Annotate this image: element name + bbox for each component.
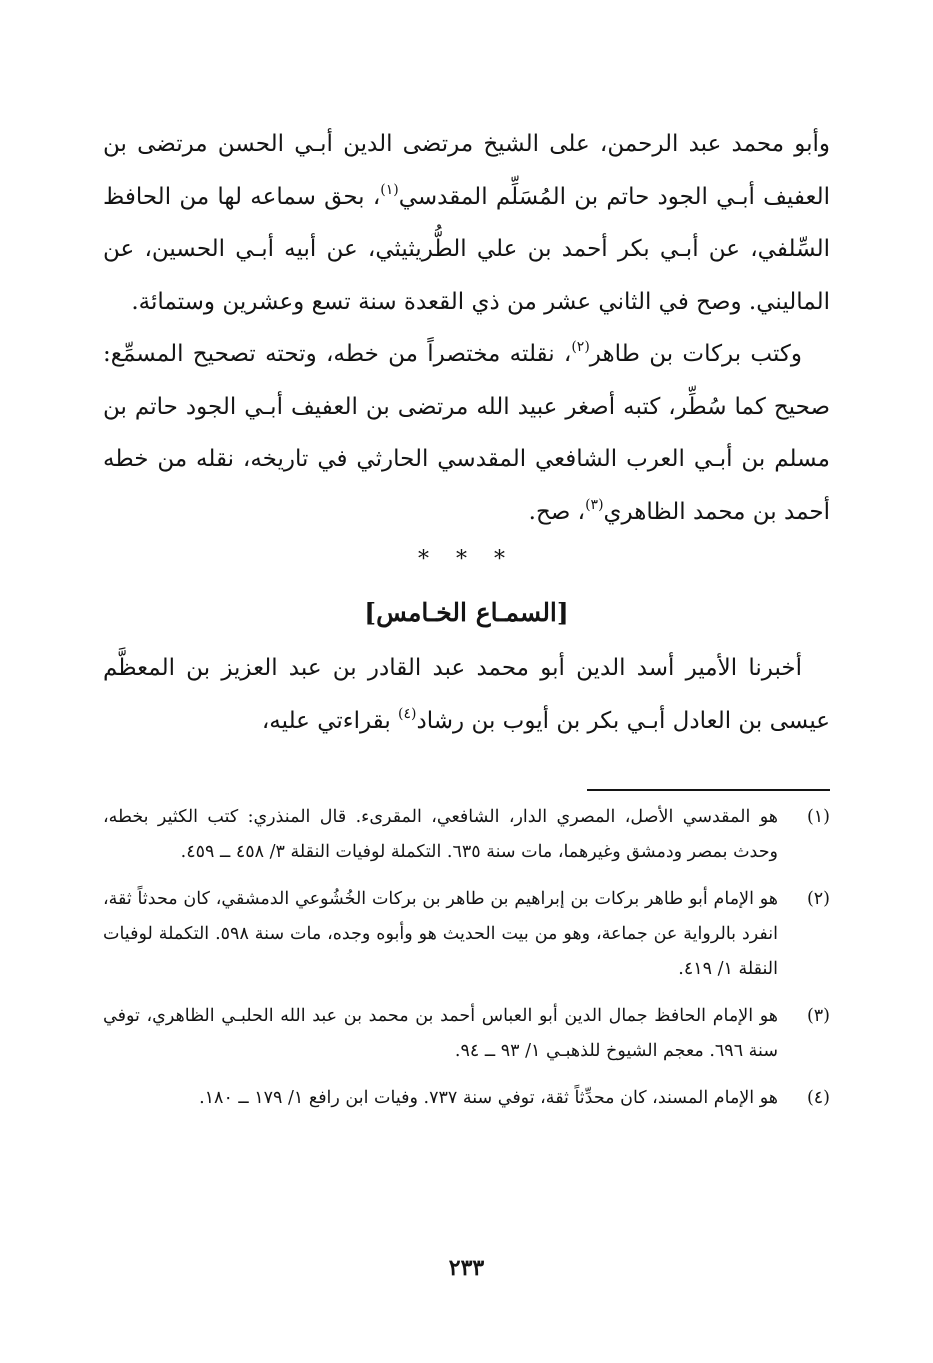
footnote-text: هو الإمام الحافظ جمال الدين أبو العباس أحمد بن محمد بن عبد الله الحلبـي الظاهري، توفي سنة ٦٩٦. معجم الشيوخ للذهبـي ١/ ٩٣ ــ ٩٤. <box>103 1006 778 1061</box>
paragraph-2 <box>103 328 830 538</box>
paragraph-3-tail: بقراءتي عليه، <box>261 707 399 734</box>
footnote-text: هو الإمام المسند، كان محدِّثاً ثقة، توفي سنة ٧٣٧. وفيات ابن رافع ١/ ١٧٩ ــ ١٨٠. <box>199 1088 778 1108</box>
footnote-text: هو الإمام أبو طاهر بركات بن إبراهيم بن طاهر بن بركات الخُشُوعي الدمشقي، كان محدثاً ثقة، انفرد بالرواية عن جماعة، وهو من بيت الحديث هو وأبوه وجده، مات سنة ٥٩٨. التكملة لوفيات النقلة ١/ ٤١٩. <box>103 889 778 979</box>
footnote-3 <box>103 999 830 1069</box>
footnote-ref-1[interactable]: (١) <box>380 181 399 198</box>
footnote-number: (١) <box>806 807 830 827</box>
footnote-1 <box>103 800 830 870</box>
paragraph-2-text: وكتب بركات بن طاهر <box>589 341 802 367</box>
footnote-divider <box>587 789 830 791</box>
paragraph-1 <box>103 118 830 328</box>
paragraph-1-tail: ، بحق سماعه لها من الحافظ السِّلفي، عن أبـي بكر أحمد بن علي الطُّريثيثي، عن أبيه أبـي الحسين، عن الماليني. وصح في الثاني عشر من ذي القعدة سنة تسع وعشرين وستمائة. <box>103 183 830 315</box>
paragraph-2-tail: ، صح. <box>528 498 586 525</box>
footnotes <box>103 800 830 1128</box>
footnote-number: (٢) <box>806 889 830 909</box>
main-text <box>103 118 830 747</box>
footnote-ref-4[interactable]: (٤) <box>398 705 417 722</box>
paragraph-3-text: أخبرنا الأمير أسد الدين أبو محمد عبد القادر بن عبد العزيز بن المعظَّم عيسى بن العادل أبـي بكر بن أيوب بن رشاد <box>103 655 830 734</box>
section-separator: * * * <box>418 547 515 572</box>
section-heading: [السمـاع الخـامس] <box>364 598 569 627</box>
footnote-4 <box>103 1081 830 1116</box>
footnote-ref-2[interactable]: (٢) <box>571 339 590 355</box>
footnote-text: هو المقدسي الأصل، المصري الدار، الشافعي، المقرىء. قال المنذري: كتب الكثير بخطه، وحدث بمصر ودمشق وغيرهما، مات سنة ٦٣٥. التكملة لوفيات النقلة ٣/ ٤٥٨ ــ ٤٥٩. <box>103 807 778 862</box>
page-number: ٢٣٣ <box>448 1255 485 1281</box>
paragraph-2-mid: ، نقلته مختصراً من خطه، وتحته تصحيح المسمِّع: صحيح كما سُطِّر، كتبه أصغر عبيد الله مرتضى بن العفيف أبـي الجود حاتم بن مسلم بن أبـي العرب الشافعي المقدسي الحارثي في تاريخه، نقله من خطه أحمد بن محمد الظاهري <box>103 341 830 525</box>
footnote-ref-3[interactable]: (٣) <box>585 496 604 513</box>
paragraph-1-text: وأبو محمد عبد الرحمن، على الشيخ مرتضى الدين أبـي الحسن مرتضى بن العفيف أبـي الجود حاتم بن المُسَلِّم المقدسي <box>103 131 830 210</box>
footnote-number: (٣) <box>806 1006 830 1026</box>
footnote-number: (٤) <box>806 1088 830 1108</box>
paragraph-3 <box>103 642 830 747</box>
footnote-2 <box>103 882 830 987</box>
